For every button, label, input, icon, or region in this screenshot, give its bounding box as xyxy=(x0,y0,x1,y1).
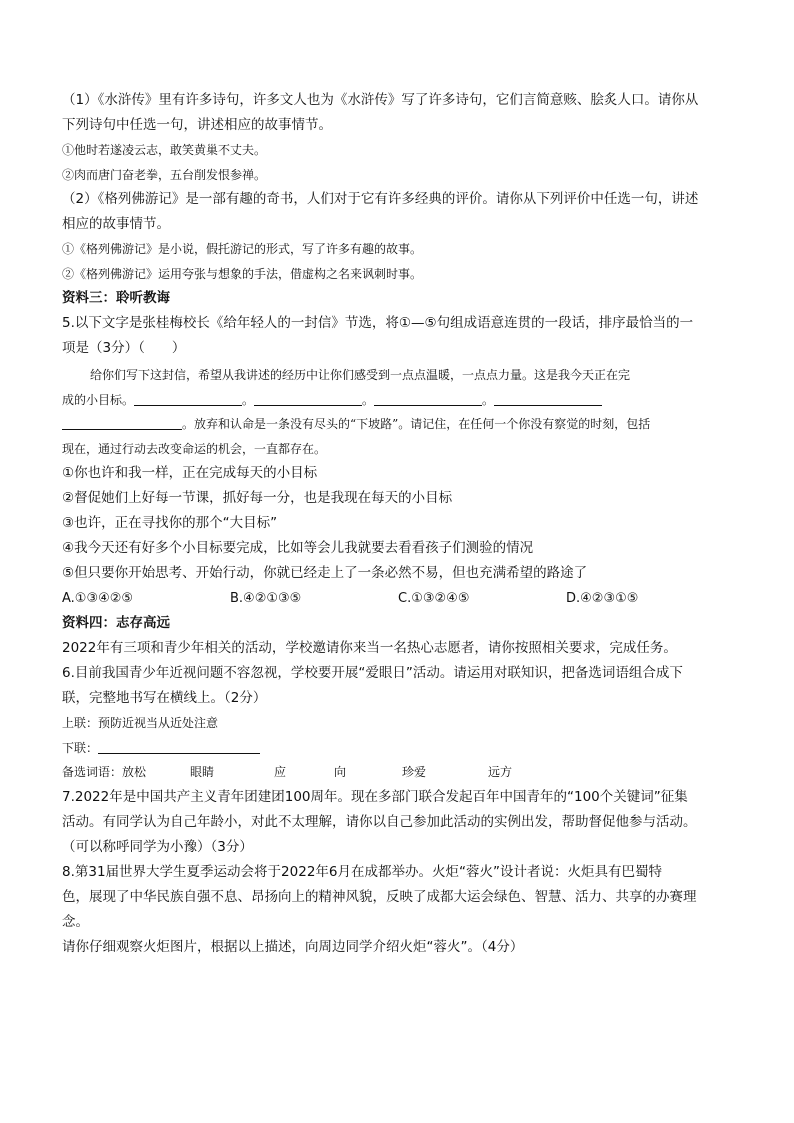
option-d[interactable]: D.④②③①⑤ xyxy=(566,591,639,606)
q4-part1-line1: （1）《水浒传》里有许多诗句，许多文人也为《水浒传》写了许多诗句，它们言简意赅、脍炙人口。请你从 xyxy=(62,92,699,108)
exam-page xyxy=(62,88,734,960)
q5-sentence-2: ②督促她们上好每一节课，抓好每一分，也是我现在每天的小目标 xyxy=(62,490,453,506)
q5-passage-line3 xyxy=(62,412,734,437)
candidate-word: 应 xyxy=(274,765,287,779)
poem-option-1: ①他时若遂凌云志，敢笑黄巢不丈夫。 xyxy=(62,143,267,157)
answer-blank-5[interactable] xyxy=(62,415,182,430)
candidate-word: 珍爱 xyxy=(402,765,427,779)
answer-blank-3[interactable] xyxy=(374,391,482,406)
candidate-word: 向 xyxy=(334,765,347,779)
q7-line2: 活动。有同学认为自己年龄小，对此不太理解，请你以自己参加此活动的实例出发，帮助督促他参与活动。 xyxy=(62,813,697,830)
q4-part2-line1: （2）《格列佛游记》是一部有趣的奇书，人们对于它有许多经典的评价。请你从下列评价中任选一句，讲述 xyxy=(62,191,699,207)
q6-line1: 6.目前我国青少年近视问题不容忽视，学校要开展“爱眼日”活动。请运用对联知识，把备选词语组合成下 xyxy=(62,665,683,681)
q8-line1: 8.第31届世界大学生夏季运动会将于2022年6月在成都举办。火炬“蓉火”设计者说：火炬具有巴蜀特 xyxy=(62,863,662,880)
q5-line1: 5.以下文字是张桂梅校长《给年轻人的一封信》节选，将①—⑤句组成语意连贯的一段话，排序最恰当的一 xyxy=(62,315,694,331)
q7-line1: 7.2022年是中国共产主义青年团建团100周年。现在多部门联合发起百年中国青年的“100个关键词”征集 xyxy=(62,788,688,805)
answer-blank-4[interactable] xyxy=(494,391,602,406)
q4-part1-line2: 下列诗句中任选一句，讲述相应的故事情节。 xyxy=(62,117,332,133)
candidate-words xyxy=(62,760,734,785)
passage-sep-2: 。 xyxy=(362,392,375,407)
q5-line2: 项是（3分）（ ） xyxy=(62,340,186,356)
q8-line3: 念。 xyxy=(62,913,89,930)
q5-sentence-4: ④我今天还有好多个小目标要完成，比如等会儿我就要去看看孩子们测验的情况 xyxy=(62,540,534,556)
couplet-lower xyxy=(62,736,734,761)
answer-blank-1[interactable] xyxy=(134,391,242,406)
candidate-word: 远方 xyxy=(488,765,513,779)
couplet-lower-blank[interactable] xyxy=(98,739,260,754)
section3-title: 资料三：聆听教诲 xyxy=(62,290,170,306)
candidate-words-label: 备选词语：放松 xyxy=(62,765,147,779)
q5-sentence-3: ③也许，正在寻找你的那个“大目标” xyxy=(62,515,278,531)
option-c[interactable]: C.①③②④⑤ xyxy=(398,591,470,606)
q8-line2: 色，展现了中华民族自强不息、昂扬向上的精神风貌，反映了成都大运会绿色、智慧、活力、共享的办赛理 xyxy=(62,888,697,905)
poem-option-2: ②肉而唐门奋老拳，五台削发恨参禅。 xyxy=(62,167,267,182)
passage-sep-3: 。 xyxy=(482,392,495,407)
passage-start-text: 成的小目标。 xyxy=(62,392,135,407)
q5-sentence-1: ①你也许和我一样，正在完成每天的小目标 xyxy=(62,465,318,481)
couplet-lower-label: 下联： xyxy=(62,740,99,755)
section4-intro: 2022年有三项和青少年相关的活动，学校邀请你来当一名热心志愿者，请你按照相关要求，完成任务。 xyxy=(62,640,677,656)
passage-sep-1: 。 xyxy=(242,392,255,407)
comment-option-2: ②《格列佛游记》运用夸张与想象的手法，借虚构之名来讽刺时事。 xyxy=(62,266,423,281)
comment-option-1: ①《格列佛游记》是小说，假托游记的形式，写了许多有趣的故事。 xyxy=(62,242,423,256)
option-a[interactable]: A.①③④②⑤ xyxy=(62,591,134,606)
passage-line3-text: 。放弃和认命是一条没有尽头的“下坡路”。请记住，在任何一个你没有察觉的时刻，包括 xyxy=(182,417,651,431)
q5-passage-line1: 给你们写下这封信，希望从我讲述的经历中让你们感受到一点点温暖，一点点力量。这是我今天正在完 xyxy=(90,368,631,382)
section4-title: 资料四：志存高远 xyxy=(62,615,170,631)
q5-passage-line4: 现在，通过行动去改变命运的机会，一直都存在。 xyxy=(62,441,327,456)
q5-passage-line2 xyxy=(62,388,734,413)
q5-options xyxy=(62,586,734,611)
q6-line2: 联，完整地书写在横线上。（2分） xyxy=(62,690,267,706)
candidate-word: 眼睛 xyxy=(190,765,215,779)
option-b[interactable]: B.④②①③⑤ xyxy=(230,591,302,606)
answer-blank-2[interactable] xyxy=(254,391,362,406)
q7-line3: （可以称呼同学为小豫）（3分） xyxy=(62,838,253,855)
q8-line4: 请你仔细观察火炬图片，根据以上描述，向周边同学介绍火炬“蓉火”。（4分） xyxy=(62,938,524,955)
q5-sentence-5: ⑤但只要你开始思考、开始行动，你就已经走上了一条必然不易，但也充满希望的路途了 xyxy=(62,565,588,581)
q4-part2-line2: 相应的故事情节。 xyxy=(62,216,170,232)
couplet-upper: 上联：预防近视当从近处注意 xyxy=(62,716,219,730)
